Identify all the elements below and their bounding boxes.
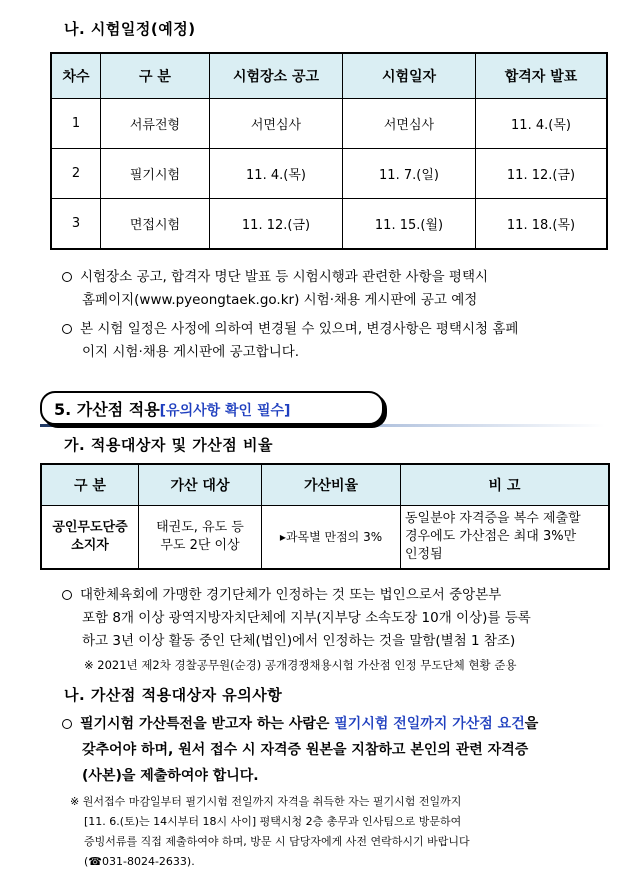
cell-line: 동일분야 자격증을 복수 제출할 (405, 511, 581, 526)
bonus-heading: 가. 적용대상자 및 가산점 비율 (64, 436, 273, 454)
col-header: 가산비율 (262, 464, 401, 506)
schedule-heading: 나. 시험일정(예정) (64, 20, 196, 38)
cell: 서면심사 (210, 99, 343, 149)
bonus-paragraph (62, 584, 501, 607)
cell-line: 경우에도 가산점은 최대 3%만 (405, 529, 577, 544)
table-row (51, 99, 607, 149)
circle-bullet-icon (62, 272, 72, 282)
cell-line: 공인무도단증 (52, 520, 128, 535)
cell: 3 (51, 199, 101, 250)
col-header: 구 분 (101, 53, 210, 99)
schedule-note-1-cont: 홈페이지(www.pyeongtaek.go.kr) 시험·채용 게시판에 공고 예정 (82, 292, 478, 308)
circle-bullet-icon (62, 324, 72, 334)
table-row (51, 199, 607, 250)
note-line: ※ 원서접수 마감일부터 필기시험 전일까지 자격을 취득한 자는 필기시험 전일까지 (70, 795, 462, 808)
col-header: 시험일자 (343, 53, 476, 99)
table-row (41, 506, 609, 570)
cell-line: 인정됨 (405, 547, 443, 562)
note-line: 증빙서류를 직접 제출하여야 하며, 방문 시 담당자에게 사전 연락하시기 바랍니다 (84, 835, 470, 848)
cell-category (41, 506, 139, 570)
schedule-table (50, 52, 608, 250)
circle-bullet-icon (62, 719, 72, 729)
note-line: (☎031-8024-2633). (84, 855, 195, 868)
bonus-paragraph-cont: 하고 3년 이상 활동 중인 단체(법인)에서 인정하는 것을 말함(별첨 1 참조) (82, 633, 516, 649)
caution-heading: 나. 가산점 적용대상자 유의사항 (64, 686, 283, 704)
col-header: 합격자 발표 (476, 53, 608, 99)
circle-bullet-icon (62, 590, 72, 600)
para-text: 대한체육회에 가맹한 경기단체가 인정하는 것 또는 법인으로서 중앙본부 (80, 587, 502, 603)
caution-text: 을 (524, 716, 539, 732)
cell: 11. 12.(금) (476, 149, 608, 199)
col-header: 시험장소 공고 (210, 53, 343, 99)
col-header: 차수 (51, 53, 101, 99)
caution-line-2: 갖추어야 하며, 원서 접수 시 자격증 원본을 지참하고 본인의 관련 자격증 (82, 742, 529, 758)
cell-line: 소지자 (71, 538, 109, 553)
cell-line: 무도 2단 이상 (160, 538, 240, 553)
caution-highlight: 필기시험 전일까지 가산점 요건 (334, 716, 525, 732)
cell: 11. 18.(목) (476, 199, 608, 250)
col-header: 비 고 (401, 464, 610, 506)
bonus-paragraph-cont: 포함 8개 이상 광역지방자치단체에 지부(지부당 소속도장 10개 이상)를 등록 (82, 610, 531, 626)
col-header: 가산 대상 (139, 464, 262, 506)
caution-line-3: (사본)을 제출하여야 합니다. (82, 768, 259, 784)
cell-note (401, 506, 610, 570)
cell: 11. 15.(월) (343, 199, 476, 250)
caution-note (70, 792, 620, 872)
section-title: 가산점 적용 (76, 400, 160, 419)
schedule-note-1 (62, 266, 488, 289)
note-text: 본 시험 일정은 사정에 의하여 변경될 수 있으며, 변경사항은 평택시청 홈페 (80, 321, 519, 337)
cell: 11. 7.(일) (343, 149, 476, 199)
section-tag: [유의사항 확인 필수] (159, 403, 291, 419)
section-5-title-box (40, 391, 384, 425)
cell: 필기시험 (101, 149, 210, 199)
section-number: 5. (54, 400, 72, 419)
cell: 11. 4.(목) (210, 149, 343, 199)
cell-ratio: ▸과목별 만점의 3% (262, 506, 401, 570)
cell: 11. 12.(금) (210, 199, 343, 250)
note-line: [11. 6.(토)는 14시부터 18시 사이] 평택시청 2층 총무과 인사팀으로 방문하여 (84, 815, 462, 828)
caution-line-1 (62, 712, 538, 736)
reference-note: ※ 2021년 제2차 경찰공무원(순경) 공개경쟁채용시험 가산점 인정 무도단체 현황 준용 (84, 658, 517, 672)
cell-line: 태권도, 유도 등 (156, 520, 244, 535)
col-header: 구 분 (41, 464, 139, 506)
section-5-title (54, 397, 290, 420)
bonus-table (40, 463, 610, 570)
cell: 면접시험 (101, 199, 210, 250)
table-row (51, 149, 607, 199)
cell: 1 (51, 99, 101, 149)
schedule-note-2 (62, 318, 518, 341)
schedule-note-2-cont: 이지 시험·채용 게시판에 공고합니다. (82, 344, 300, 360)
note-text: 시험장소 공고, 합격자 명단 발표 등 시험시행과 관련한 사항을 평택시 (80, 269, 489, 285)
cell: 서면심사 (343, 99, 476, 149)
cell: 서류전형 (101, 99, 210, 149)
cell: 2 (51, 149, 101, 199)
cell-target (139, 506, 262, 570)
caution-text: 필기시험 가산특전을 받고자 하는 사람은 (80, 716, 335, 732)
cell: 11. 4.(목) (476, 99, 608, 149)
